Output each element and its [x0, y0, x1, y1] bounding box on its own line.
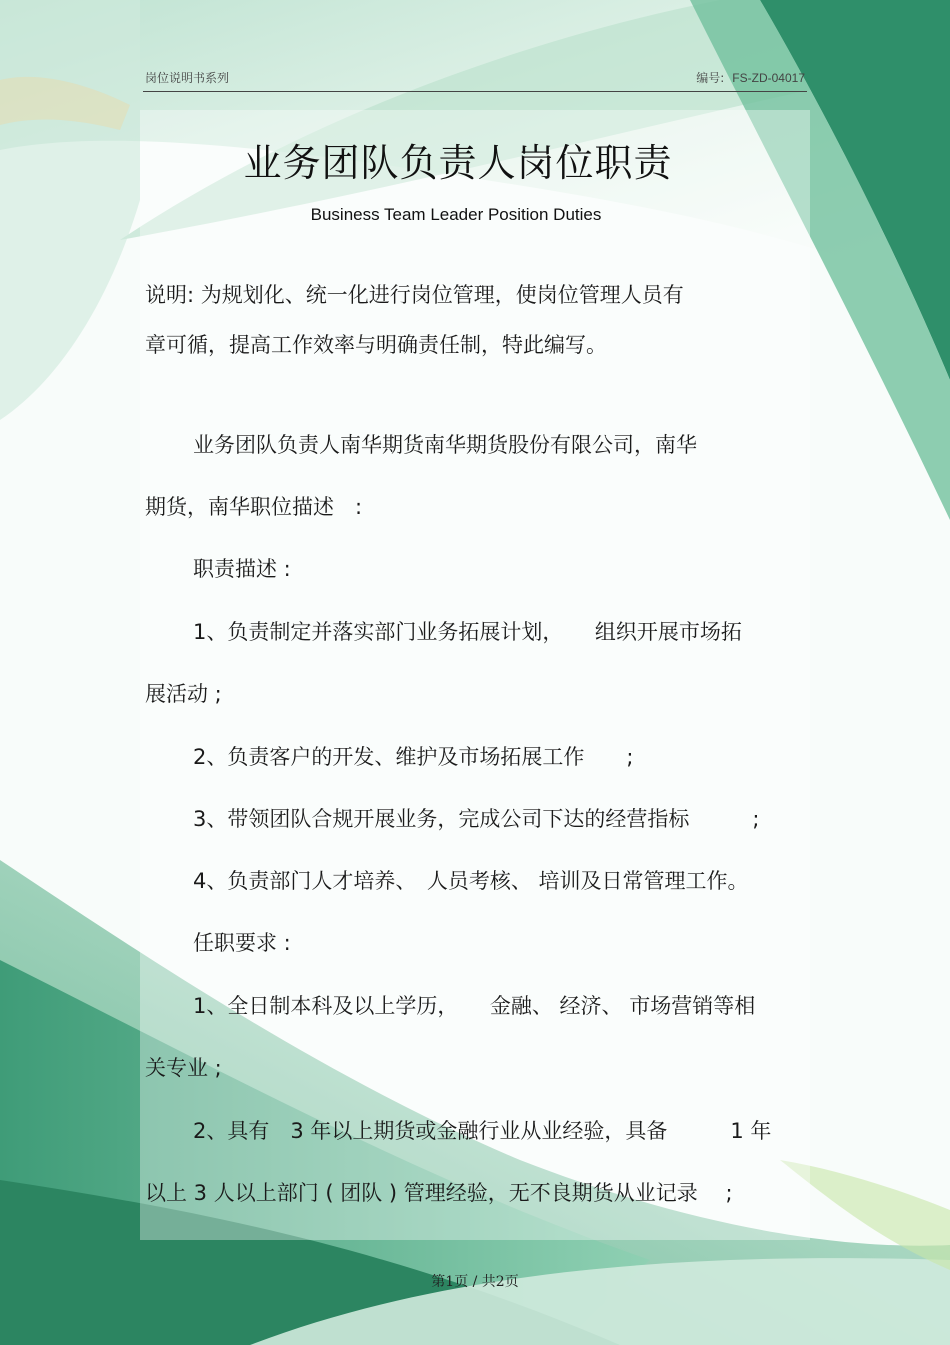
body-line: 3、带领团队合规开展业务，完成公司下达的经营指标 ; — [193, 807, 760, 831]
header-code-label: 编号: — [696, 71, 725, 85]
body-line: 职责描述 : — [193, 557, 291, 581]
body-line: 2、负责客户的开发、维护及市场拓展工作 ; — [193, 745, 634, 769]
body-line: 章可循，提高工作效率与明确责任制，特此编写。 — [145, 333, 607, 357]
page-footer: 第1页 / 共2页 — [431, 1274, 519, 1290]
body-line: 1、负责制定并落实部门业务拓展计划， 组织开展市场拓 — [193, 620, 742, 644]
body-line: 关专业 ; — [145, 1056, 222, 1080]
header-code — [696, 69, 805, 86]
body-line: 2、具有 3 年以上期货或金融行业从业经验，具备 1 年 — [193, 1119, 772, 1143]
body-line: 展活动 ; — [145, 682, 222, 706]
body-line: 说明: 为规划化、统一化进行岗位管理，使岗位管理人员有 — [145, 283, 684, 307]
body-line: 以上 3 人以上部门 ( 团队 ) 管理经验，无不良期货从业记录 ; — [145, 1181, 733, 1205]
header-divider — [143, 91, 807, 92]
page-title: 业务团队负责人岗位职责 — [243, 141, 673, 185]
header-code-value: FS-ZD-04017 — [732, 71, 805, 85]
body-line: 任职要求 : — [193, 931, 291, 955]
body-line: 1、全日制本科及以上学历， 金融、 经济、 市场营销等相 — [193, 994, 756, 1018]
body-line: 期货，南华职位描述 : — [145, 495, 363, 519]
page-subtitle: Business Team Leader Position Duties — [310, 205, 602, 224]
body-line: 4、负责部门人才培养、 人员考核、 培训及日常管理工作。 — [193, 869, 749, 893]
body-line: 业务团队负责人南华期货南华期货股份有限公司，南华 — [193, 433, 697, 457]
header-series: 岗位说明书系列 — [145, 71, 230, 85]
